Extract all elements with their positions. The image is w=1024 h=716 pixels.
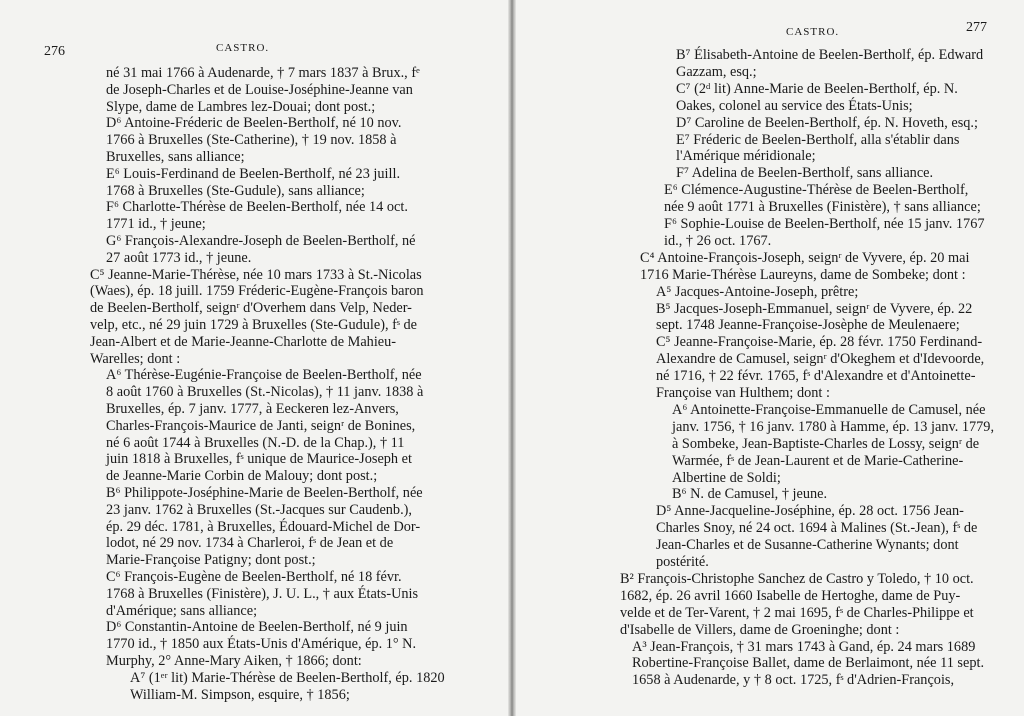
text-line: d'Isabelle de Villers, dame de Groeninghe; dont : bbox=[620, 621, 900, 638]
text-line: d'Amérique; sans alliance; bbox=[106, 602, 258, 619]
text-line: (Waes), ép. 18 juill. 1759 Fréderic-Eugène-François baron bbox=[90, 283, 424, 300]
text-line: A³ Jean-François, † 31 mars 1743 à Gand, ép. 24 mars 1689 bbox=[632, 638, 976, 655]
text-line: A⁶ Antoinette-Françoise-Emmanuelle de Camusel, née bbox=[672, 401, 986, 418]
text-line: 1768 à Bruxelles (Ste-Gudule), sans alliance; bbox=[106, 182, 365, 199]
text-line: C⁷ (2ᵈ lit) Anne-Marie de Beelen-Bertholf, ép. N. bbox=[676, 80, 958, 97]
text-line: 1770 id., † 1850 aux États-Unis d'Amérique, ép. 1° N. bbox=[106, 636, 417, 653]
text-line: 1768 à Bruxelles (Finistère), J. U. L., † aux États-Unis bbox=[106, 585, 419, 602]
text-line: postérité. bbox=[656, 554, 709, 570]
text-line: velp, etc., né 29 juin 1729 à Bruxelles (Ste-Gudule), fˢ de bbox=[90, 317, 418, 333]
running-head: CASTRO. bbox=[216, 42, 270, 54]
text-line: de Jeanne-Marie Corbin de Malouy; dont post.; bbox=[106, 468, 378, 485]
left-page bbox=[0, 0, 508, 716]
text-line: C⁵ Jeanne-Marie-Thérèse, née 10 mars 1733 à St.-Nicolas bbox=[90, 266, 422, 283]
text-line: de Joseph-Charles et de Louise-Joséphine-Jeanne van bbox=[106, 81, 413, 98]
text-line: Charles Snoy, né 24 oct. 1694 à Malines (St.-Jean), fˢ de bbox=[656, 520, 978, 537]
text-line: Jean-Albert et de Marie-Jeanne-Charlotte de Mahieu- bbox=[90, 333, 397, 350]
text-line: B⁶ N. de Camusel, † jeune. bbox=[672, 486, 828, 503]
right-page bbox=[516, 0, 1024, 716]
text-line: Marie-Françoise Patigny; dont post.; bbox=[106, 552, 316, 569]
text-line: né 6 août 1744 à Bruxelles (N.-D. de la Chap.), † 11 bbox=[106, 434, 405, 451]
text-line: 27 août 1773 id., † jeune. bbox=[106, 249, 252, 266]
text-line: D⁷ Caroline de Beelen-Bertholf, ép. N. Hoveth, esq.; bbox=[676, 114, 978, 131]
text-line: l'Amérique méridionale; bbox=[676, 148, 816, 165]
text-line: B⁷ Élisabeth-Antoine de Beelen-Bertholf, ép. Edward bbox=[676, 47, 984, 63]
text-line: ép. 29 déc. 1781, à Bruxelles, Édouard-Michel de Dor- bbox=[106, 518, 421, 535]
text-line: Warelles; dont : bbox=[90, 350, 181, 367]
text-line: B² François-Christophe Sanchez de Castro y Toledo, † 10 oct. bbox=[620, 570, 974, 587]
text-line: née 9 août 1771 à Bruxelles (Finistère), † sans alliance; bbox=[664, 199, 981, 216]
text-line: E⁷ Fréderic de Beelen-Bertholf, alla s'établir dans bbox=[676, 131, 960, 148]
text-line: Bruxelles, ép. 7 janv. 1777, à Eeckeren lez-Anvers, bbox=[106, 401, 399, 417]
text-line: Murphy, 2° Anne-Mary Aiken, † 1866; dont: bbox=[106, 653, 362, 669]
text-line: lodot, né 29 nov. 1734 à Charleroi, fˢ de Jean et de bbox=[106, 535, 394, 552]
text-line: F⁶ Sophie-Louise de Beelen-Bertholf, née 15 janv. 1767 bbox=[664, 216, 985, 232]
text-line: C⁴ Antoine-François-Joseph, seignʳ de Vyvere, ép. 20 mai bbox=[640, 249, 970, 266]
text-line: A⁶ Thérèse-Eugénie-Françoise de Beelen-Bertholf, née bbox=[106, 367, 422, 384]
text-line: Robertine-Françoise Ballet, dame de Berlaimont, née 11 sept. bbox=[632, 655, 985, 672]
text-line: 1658 à Audenarde, y † 8 oct. 1725, fˢ d'Adrien-François, bbox=[632, 672, 955, 689]
text-line: velde et de Ter-Varent, † 2 mai 1695, fˢ de Charles-Philippe et bbox=[620, 604, 974, 621]
text-line: Jean-Charles et de Susanne-Catherine Wynants; dont bbox=[656, 537, 959, 554]
text-line: 1682, ép. 26 avril 1660 Isabelle de Hertoghe, dame de Puy- bbox=[620, 587, 961, 604]
text-line: F⁷ Adelina de Beelen-Bertholf, sans alliance. bbox=[676, 165, 934, 182]
text-line: 23 janv. 1762 à Bruxelles (St.-Jacques sur Caudenb.), bbox=[106, 501, 412, 518]
text-line: Charles-François-Maurice de Janti, seignʳ de Bonines, bbox=[106, 417, 416, 434]
text-line: Oakes, colonel au service des États-Unis; bbox=[676, 97, 913, 114]
text-line: A⁵ Jacques-Antoine-Joseph, prêtre; bbox=[656, 283, 859, 300]
text-line: Albertine de Soldi; bbox=[672, 469, 781, 486]
running-head: CASTRO. bbox=[786, 26, 840, 38]
page-number: 276 bbox=[44, 44, 65, 59]
text-line: 1716 Marie-Thérèse Laureyns, dame de Sombeke; dont : bbox=[640, 266, 966, 283]
text-line: Slype, dame de Lambres lez-Douai; dont post.; bbox=[106, 98, 376, 115]
text-line: D⁶ Antoine-Fréderic de Beelen-Bertholf, né 10 nov. bbox=[106, 115, 402, 132]
text-line: C⁵ Jeanne-Françoise-Marie, ép. 28 févr. 1750 Ferdinand- bbox=[656, 334, 983, 351]
text-line: Gazzam, esq.; bbox=[676, 63, 757, 80]
text-line: D⁶ Constantin-Antoine de Beelen-Bertholf, né 9 juin bbox=[106, 619, 408, 636]
text-line: D⁵ Anne-Jacqueline-Joséphine, ép. 28 oct. 1756 Jean- bbox=[656, 503, 964, 520]
text-line: A⁷ (1ᵉʳ lit) Marie-Thérèse de Beelen-Bertholf, ép. 1820 bbox=[130, 669, 445, 686]
text-line: de Beelen-Bertholf, seignʳ d'Overhem dans Velp, Neder- bbox=[90, 300, 412, 317]
text-line: janv. 1756, † 16 janv. 1780 à Hamme, ép. 13 janv. 1779, bbox=[672, 418, 995, 435]
text-line: à Sombeke, Jean-Baptiste-Charles de Lossy, seignʳ de bbox=[672, 435, 980, 452]
text-line: né 1716, † 22 févr. 1765, fˢ d'Alexandre et d'Antoinette- bbox=[656, 368, 976, 385]
text-line: Bruxelles, sans alliance; bbox=[106, 149, 245, 165]
text-line: 8 août 1760 à Bruxelles (St.-Nicolas), † 11 janv. 1838 à bbox=[106, 384, 424, 401]
text-line: E⁶ Louis-Ferdinand de Beelen-Bertholf, né 23 juill. bbox=[106, 165, 401, 182]
text-line: E⁶ Clémence-Augustine-Thérèse de Beelen-Bertholf, bbox=[664, 182, 969, 199]
text-line: G⁶ François-Alexandre-Joseph de Beelen-Bertholf, né bbox=[106, 233, 416, 249]
text-line: né 31 mai 1766 à Audenarde, † 7 mars 1837 à Brux., fᵉ bbox=[106, 65, 420, 81]
text-line: F⁶ Charlotte-Thérèse de Beelen-Bertholf, née 14 oct. bbox=[106, 199, 408, 216]
text-line: 1771 id., † jeune; bbox=[106, 216, 206, 233]
text-line: 1766 à Bruxelles (Ste-Catherine), † 19 nov. 1858 à bbox=[106, 132, 397, 149]
text-line: sept. 1748 Jeanne-Françoise-Josèphe de Meulenaere; bbox=[656, 317, 960, 334]
text-line: B⁵ Jacques-Joseph-Emmanuel, seignʳ de Vyvere, ép. 22 bbox=[656, 300, 973, 317]
page-number: 277 bbox=[966, 20, 987, 35]
book-gutter bbox=[508, 0, 516, 716]
text-line: Warmée, fˢ de Jean-Laurent et de Marie-Catherine- bbox=[672, 452, 964, 469]
text-line: juin 1818 à Bruxelles, fˢ unique de Maurice-Joseph et bbox=[106, 451, 412, 468]
text-line: William-M. Simpson, esquire, † 1856; bbox=[130, 686, 350, 703]
text-line: Françoise van Hulthem; dont : bbox=[656, 385, 830, 401]
text-line: id., † 26 oct. 1767. bbox=[664, 232, 772, 249]
text-line: C⁶ François-Eugène de Beelen-Bertholf, né 18 févr. bbox=[106, 569, 402, 585]
text-line: B⁶ Philippote-Joséphine-Marie de Beelen-Bertholf, née bbox=[106, 485, 423, 501]
text-line: Alexandre de Camusel, seignʳ d'Okeghem et d'Idevoorde, bbox=[656, 351, 985, 368]
